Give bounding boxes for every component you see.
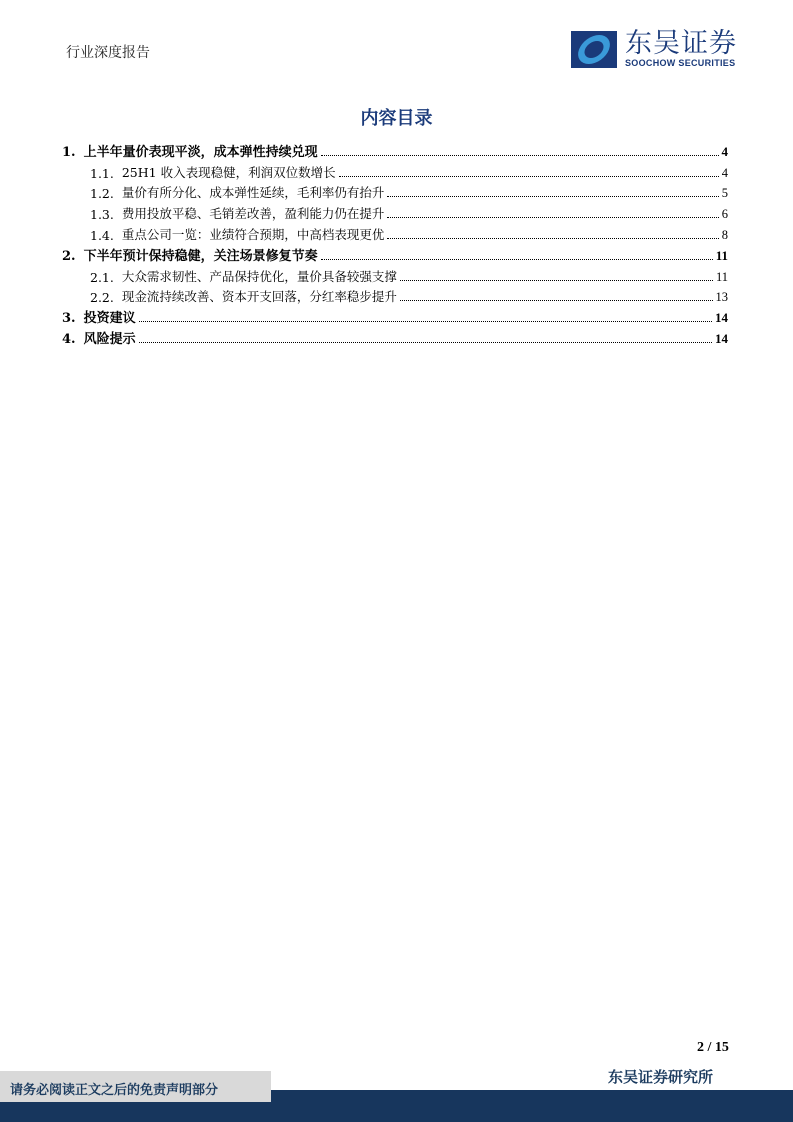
toc-number: 1.4. (90, 227, 114, 243)
toc-page: 6 (721, 207, 728, 222)
toc-entry[interactable] (62, 243, 728, 264)
toc-text: 费用投放平稳、毛销差改善，盈利能力仍在提升 (121, 206, 385, 222)
toc-entry[interactable] (62, 139, 728, 160)
leader-dots (321, 259, 713, 260)
toc-text: 现金流持续改善、资本开支回落，分红率稳步提升 (121, 289, 397, 305)
toc-text: 重点公司一览：业绩符合预期，中高档表现更优 (121, 226, 385, 242)
toc-number: 1.3. (90, 207, 114, 223)
toc-page: 14 (715, 330, 728, 346)
leader-dots (400, 300, 713, 301)
leader-dots (387, 217, 718, 218)
toc-number: 1.1. (90, 165, 114, 181)
disclaimer-text: 请务必阅读正文之后的免责声明部分 (10, 1083, 219, 1098)
report-category: 行业深度报告 (66, 45, 150, 61)
logo-cn: 东吴证券 (625, 28, 737, 59)
leader-dots (400, 280, 713, 281)
toc-page: 4 (721, 165, 728, 180)
toc-page: 11 (715, 269, 728, 284)
toc-entry[interactable] (62, 264, 728, 285)
toc-text: 大众需求韧性、产品保持优化，量价具备较强支撑 (121, 268, 397, 284)
leader-dots (387, 238, 718, 239)
toc-entry[interactable] (62, 305, 728, 326)
toc-title: 内容目录 (360, 108, 433, 129)
toc-number: 4. (62, 331, 76, 347)
logo-icon (571, 31, 617, 68)
toc-page: 14 (715, 310, 728, 326)
toc-page: 4 (721, 143, 728, 159)
toc-text: 25H1 收入表现稳健，利润双位数增长 (121, 164, 336, 180)
toc-entry[interactable] (62, 201, 728, 222)
toc-number: 2. (62, 248, 76, 264)
toc-page: 5 (721, 186, 728, 201)
toc-text: 风险提示 (83, 331, 136, 347)
toc-entry[interactable] (62, 181, 728, 202)
toc-page: 11 (715, 247, 728, 263)
toc-page: 13 (715, 290, 728, 305)
leader-dots (339, 176, 719, 177)
toc-number: 3. (62, 311, 76, 327)
toc-text: 下半年预计保持稳健，关注场景修复节奏 (83, 248, 318, 264)
leader-dots (139, 342, 712, 343)
toc-number: 1.2. (90, 186, 114, 202)
toc-number: 2.2. (90, 290, 114, 306)
toc-entry[interactable] (62, 222, 728, 243)
logo-en: SOOCHOW SECURITIES (625, 58, 736, 68)
company-logo (571, 30, 737, 68)
toc-text: 量价有所分化、成本弹性延续，毛利率仍有抬升 (121, 185, 385, 201)
disclaimer-box (0, 1071, 271, 1102)
institute-name: 东吴证券研究所 (608, 1068, 714, 1086)
toc-number: 2.1. (90, 269, 114, 285)
toc-number: 1. (62, 144, 76, 160)
toc-text: 投资建议 (83, 311, 136, 327)
toc-page: 8 (721, 227, 728, 242)
toc-entry[interactable] (62, 160, 728, 181)
page-number: 2 / 15 (697, 1040, 729, 1055)
leader-dots (387, 196, 718, 197)
toc-entry[interactable] (62, 326, 728, 347)
toc-text: 上半年量价表现平淡，成本弹性持续兑现 (83, 144, 318, 160)
toc-entry[interactable] (62, 285, 728, 306)
table-of-contents (62, 139, 728, 347)
leader-dots (139, 321, 712, 322)
leader-dots (321, 155, 719, 156)
